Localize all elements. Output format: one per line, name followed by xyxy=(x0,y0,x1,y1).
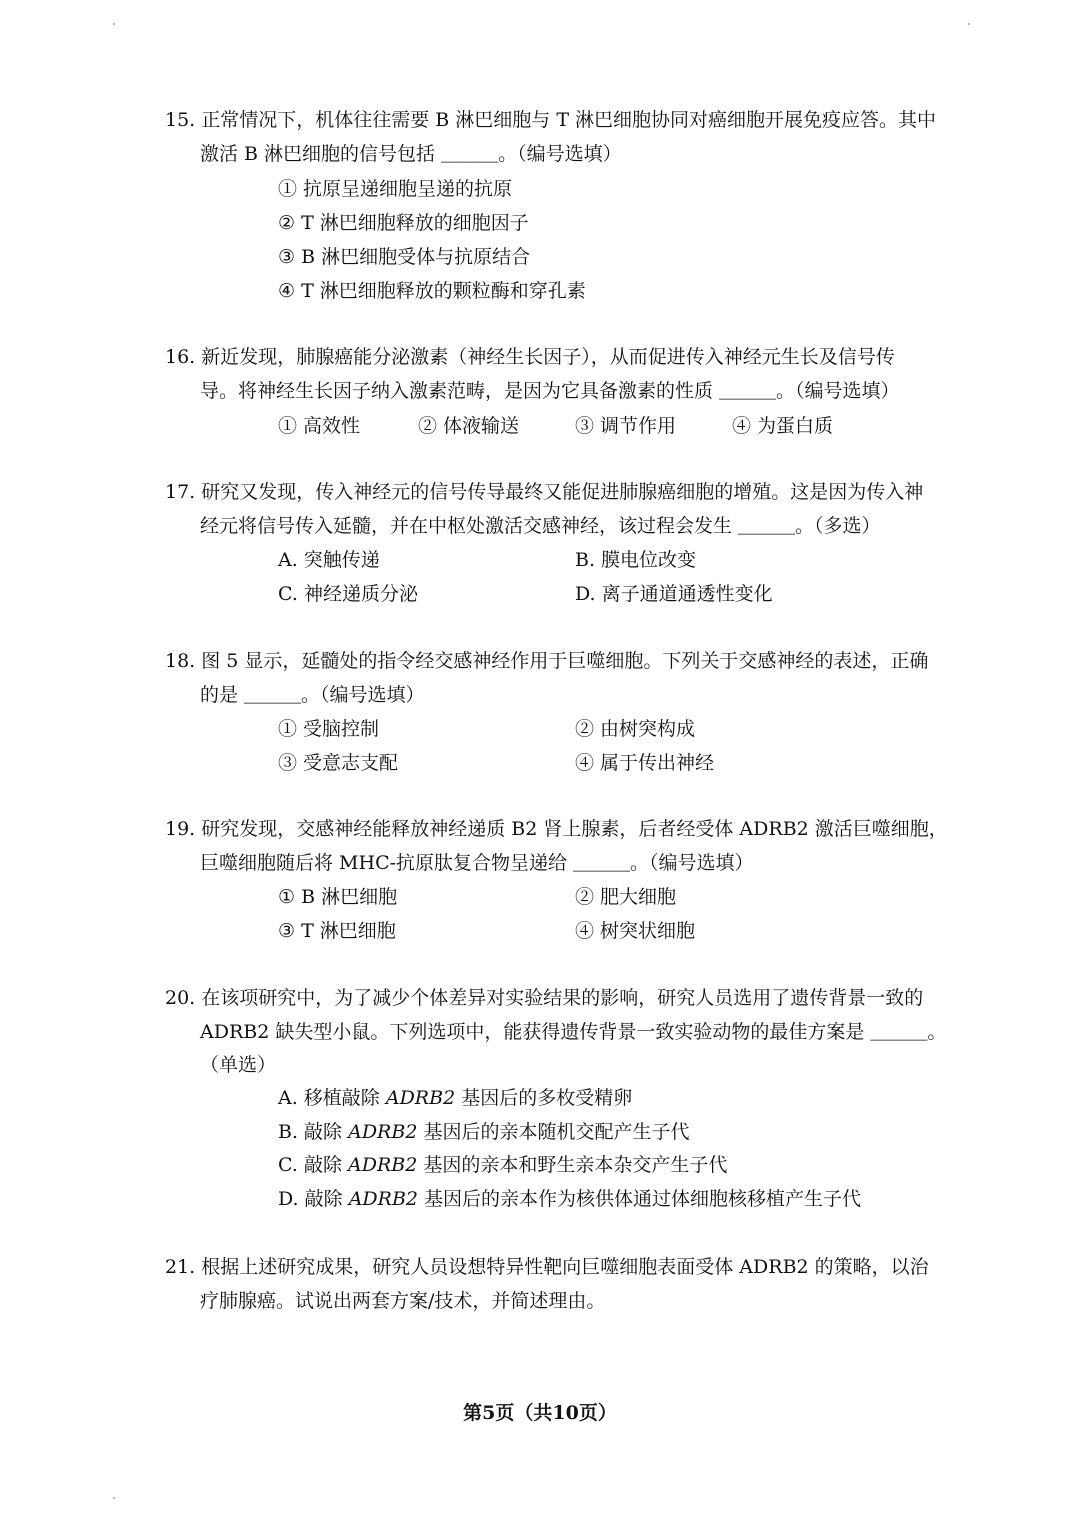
question-text: 根据上述研究成果，研究人员设想特异性靶向巨噬细胞表面受体 ADRB2 的策略，以治 xyxy=(201,1256,929,1278)
question-text: 激活 B 淋巴细胞的信号包括 ＿＿＿。（编号选填） xyxy=(200,143,622,165)
option-2: ② 肥大细胞 xyxy=(575,886,677,908)
option-1: ① B 淋巴细胞 xyxy=(278,886,398,908)
question-text: 图 5 显示，延髓处的指令经交感神经作用于巨噬细胞。下列关于交感神经的表述，正确 xyxy=(201,650,929,672)
option-d: D. 敲除 ADRB2 基因后的亲本作为核供体通过体细胞核移植产生子代 xyxy=(278,1188,862,1210)
option-2: ② 体液输送 xyxy=(418,415,520,437)
question-text: 巨噬细胞随后将 MHC-抗原肽复合物呈递给 ＿＿＿。（编号选填） xyxy=(200,852,754,874)
question-number: 17. xyxy=(165,481,196,503)
option-a: A. 移植敲除 ADRB2 基因后的多枚受精卵 xyxy=(278,1087,633,1109)
scan-speck xyxy=(113,1497,115,1499)
question-text: 研究发现，交感神经能释放神经递质 B2 肾上腺素，后者经受体 ADRB2 激活巨噬细胞， xyxy=(201,818,948,840)
scan-speck xyxy=(113,23,115,25)
question-number: 20. xyxy=(165,987,196,1009)
question-type: （单选） xyxy=(200,1054,277,1076)
gene-name: ADRB2 xyxy=(385,1087,456,1109)
question-number: 16. xyxy=(165,346,196,368)
gene-name: ADRB2 xyxy=(348,1121,418,1143)
question-number: 19. xyxy=(165,818,196,840)
option-2: ② T 淋巴细胞释放的细胞因子 xyxy=(278,212,529,234)
option-4: ④ 树突状细胞 xyxy=(575,920,696,942)
option-c: C. 敲除 ADRB2 基因的亲本和野生亲本杂交产生子代 xyxy=(278,1154,728,1176)
option-c: C. 神经递质分泌 xyxy=(278,583,418,605)
question-text: 经元将信号传入延髓，并在中枢处激活交感神经，该过程会发生 ＿＿＿。（多选） xyxy=(200,515,881,537)
question-text: 新近发现，肺腺癌能分泌激素（神经生长因子），从而促进传入神经元生长及信号传 xyxy=(201,346,895,368)
question-text: 在该项研究中，为了减少个体差异对实验结果的影响，研究人员选用了遗传背景一致的 xyxy=(201,987,924,1009)
option-d: D. 离子通道通透性变化 xyxy=(575,583,773,605)
option-2: ② 由树突构成 xyxy=(575,718,696,740)
question-text: ADRB2 缺失型小鼠。下列选项中，能获得遗传背景一致实验动物的最佳方案是 ＿＿＿。 xyxy=(200,1021,947,1043)
option-4: ④ 为蛋白质 xyxy=(732,415,834,437)
question-number: 15. xyxy=(165,109,196,131)
question-number: 18. xyxy=(165,650,196,672)
question-text: 正常情况下，机体往往需要 B 淋巴细胞与 T 淋巴细胞协同对癌细胞开展免疫应答。其中 xyxy=(201,109,937,131)
option-3: ③ 调节作用 xyxy=(575,415,677,437)
option-3: ③ 受意志支配 xyxy=(278,752,399,774)
question-text: 研究又发现，传入神经元的信号传导最终又能促进肺腺癌细胞的增殖。这是因为传入神 xyxy=(201,481,924,503)
page-footer: 第5页（共10页） xyxy=(463,1402,617,1424)
option-a: A. 突触传递 xyxy=(278,549,380,571)
option-3: ③ B 淋巴细胞受体与抗原结合 xyxy=(278,246,531,268)
option-b: B. 敲除 ADRB2 基因后的亲本随机交配产生子代 xyxy=(278,1121,690,1143)
scan-speck xyxy=(968,23,970,25)
question-text: 导。将神经生长因子纳入激素范畴，是因为它具备激素的性质 ＿＿＿。（编号选填） xyxy=(200,380,900,402)
option-1: ① 高效性 xyxy=(278,415,361,437)
question-text: 疗肺腺癌。试说出两套方案/技术，并简述理由。 xyxy=(200,1290,606,1312)
option-4: ④ 属于传出神经 xyxy=(575,752,715,774)
option-1: ① 受脑控制 xyxy=(278,718,380,740)
question-text: 的是 ＿＿＿。（编号选填） xyxy=(200,684,425,706)
option-4: ④ T 淋巴细胞释放的颗粒酶和穿孔素 xyxy=(278,280,586,302)
gene-name: ADRB2 xyxy=(347,1154,418,1176)
option-3: ③ T 淋巴细胞 xyxy=(278,920,396,942)
option-1: ① 抗原呈递细胞呈递的抗原 xyxy=(278,178,513,200)
option-b: B. 膜电位改变 xyxy=(575,549,697,571)
question-number: 21. xyxy=(165,1256,196,1278)
gene-name: ADRB2 xyxy=(348,1188,418,1210)
